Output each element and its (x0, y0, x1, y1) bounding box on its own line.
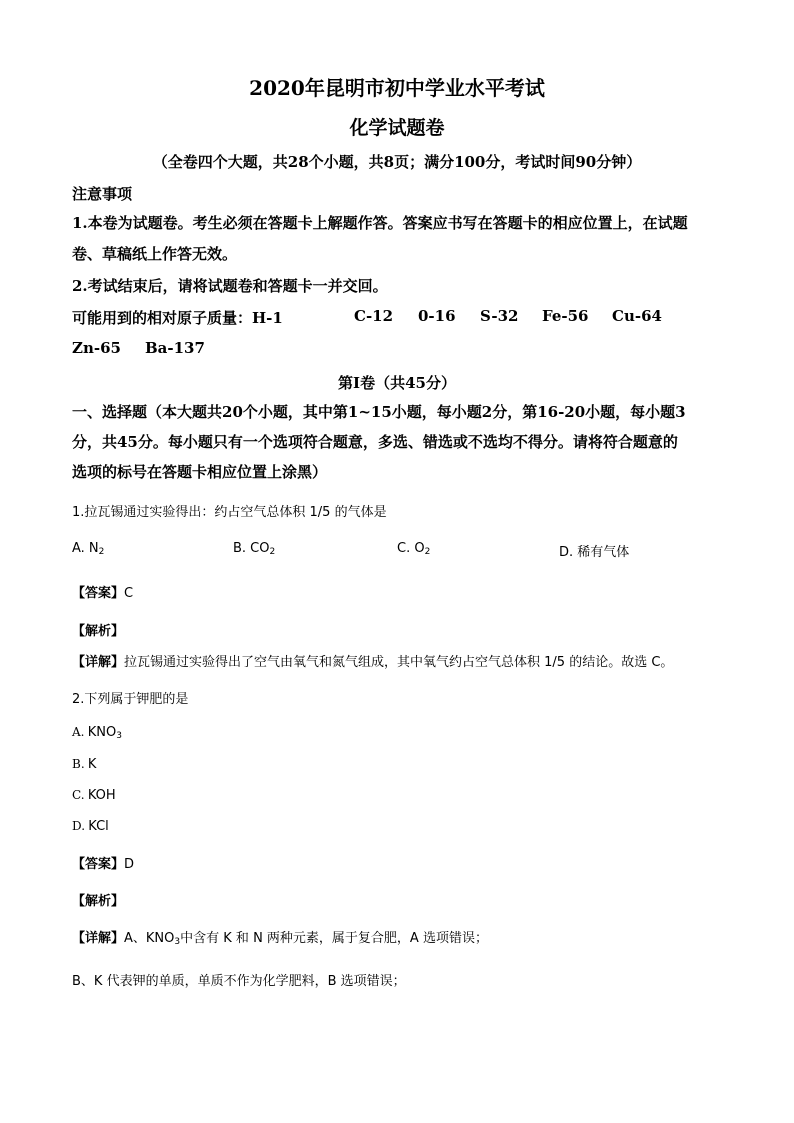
notice-item-2: 2.考试结束后，请将试题卷和答题卡一并交回。 (72, 277, 388, 295)
q1-option-d: D. 稀有气体 (559, 545, 630, 560)
q2-analysis-tag: 【解析】 (72, 894, 125, 909)
q2-option-c: C. KOH (72, 788, 116, 803)
q1-option-c: C. $O_2$ (397, 541, 431, 557)
q2-option-a: A. $KNO_3$ (72, 725, 122, 741)
exam-info: （全卷四个大题，共28个小题，共8页；满分100分，考试时间90分钟） (152, 153, 642, 171)
notice-heading: 注意事项 (72, 185, 133, 203)
q1-analysis-tag: 【解析】 (72, 624, 125, 639)
mass-o: 0-16 (418, 307, 456, 325)
q2-detail-b: B、K 代表钾的单质，单质不作为化学肥料，B 选项错误； (72, 974, 406, 989)
q1-option-a: A. $N_2$ (72, 541, 105, 557)
mass-fe: Fe-56 (542, 307, 589, 325)
q1-stem: 1.拉瓦锡通过实验得出：约占空气总体积 1/5 的气体是 (72, 505, 387, 520)
q1-detail: 【详解】拉瓦锡通过实验得出了空气由氧气和氮气组成，其中氧气约占空气总体积 1/5 的结论。故选 C。 (72, 655, 674, 670)
q2-option-b: B. K (72, 757, 97, 772)
answer-tag: 【答案】 (72, 586, 125, 601)
q2-option-d: D. KCl (72, 819, 109, 834)
q1-option-b: B. $CO_2$ (233, 541, 276, 557)
notice-item-1-line-2: 卷、草稿纸上作答无效。 (72, 245, 238, 263)
q2-answer: 【答案】D (72, 857, 135, 872)
section-instructions-line-1: 一、选择题（本大题共20个小题，其中第1~15小题，每小题2分，第16-20小题，每小题3 (72, 403, 686, 421)
q2-detail-a: 【详解】A、$KNO_3$中含有 K 和 N 两种元素，属于复合肥，A 选项错误； (72, 931, 488, 947)
mass-c: C-12 (354, 307, 394, 325)
q1-answer: 【答案】C (72, 586, 134, 601)
notice-item-1-line-1: 1.本卷为试题卷。考生必须在答题卡上解题作答。答案应书写在答题卡的相应位置上，在试题 (72, 214, 688, 232)
mass-s: S-32 (480, 307, 519, 325)
exam-subtitle: 化学试题卷 (349, 117, 445, 139)
mass-zn: Zn-65 (72, 339, 121, 357)
mass-cu: Cu-64 (612, 307, 662, 325)
section-instructions-line-2: 分，共45分。每小题只有一个选项符合题意，多选、错选或不选均不得分。请将符合题意的 (72, 433, 678, 451)
mass-ba: Ba-137 (145, 339, 205, 357)
atomic-mass-label: 可能用到的相对原子质量：H-1 (72, 309, 283, 327)
exam-title: 2020年昆明市初中学业水平考试 (249, 76, 545, 100)
section-heading: 第Ⅰ卷（共45分） (338, 374, 456, 392)
section-instructions-line-3: 选项的标号在答题卡相应位置上涂黑） (72, 463, 328, 481)
q2-stem: 2.下列属于钾肥的是 (72, 692, 189, 707)
